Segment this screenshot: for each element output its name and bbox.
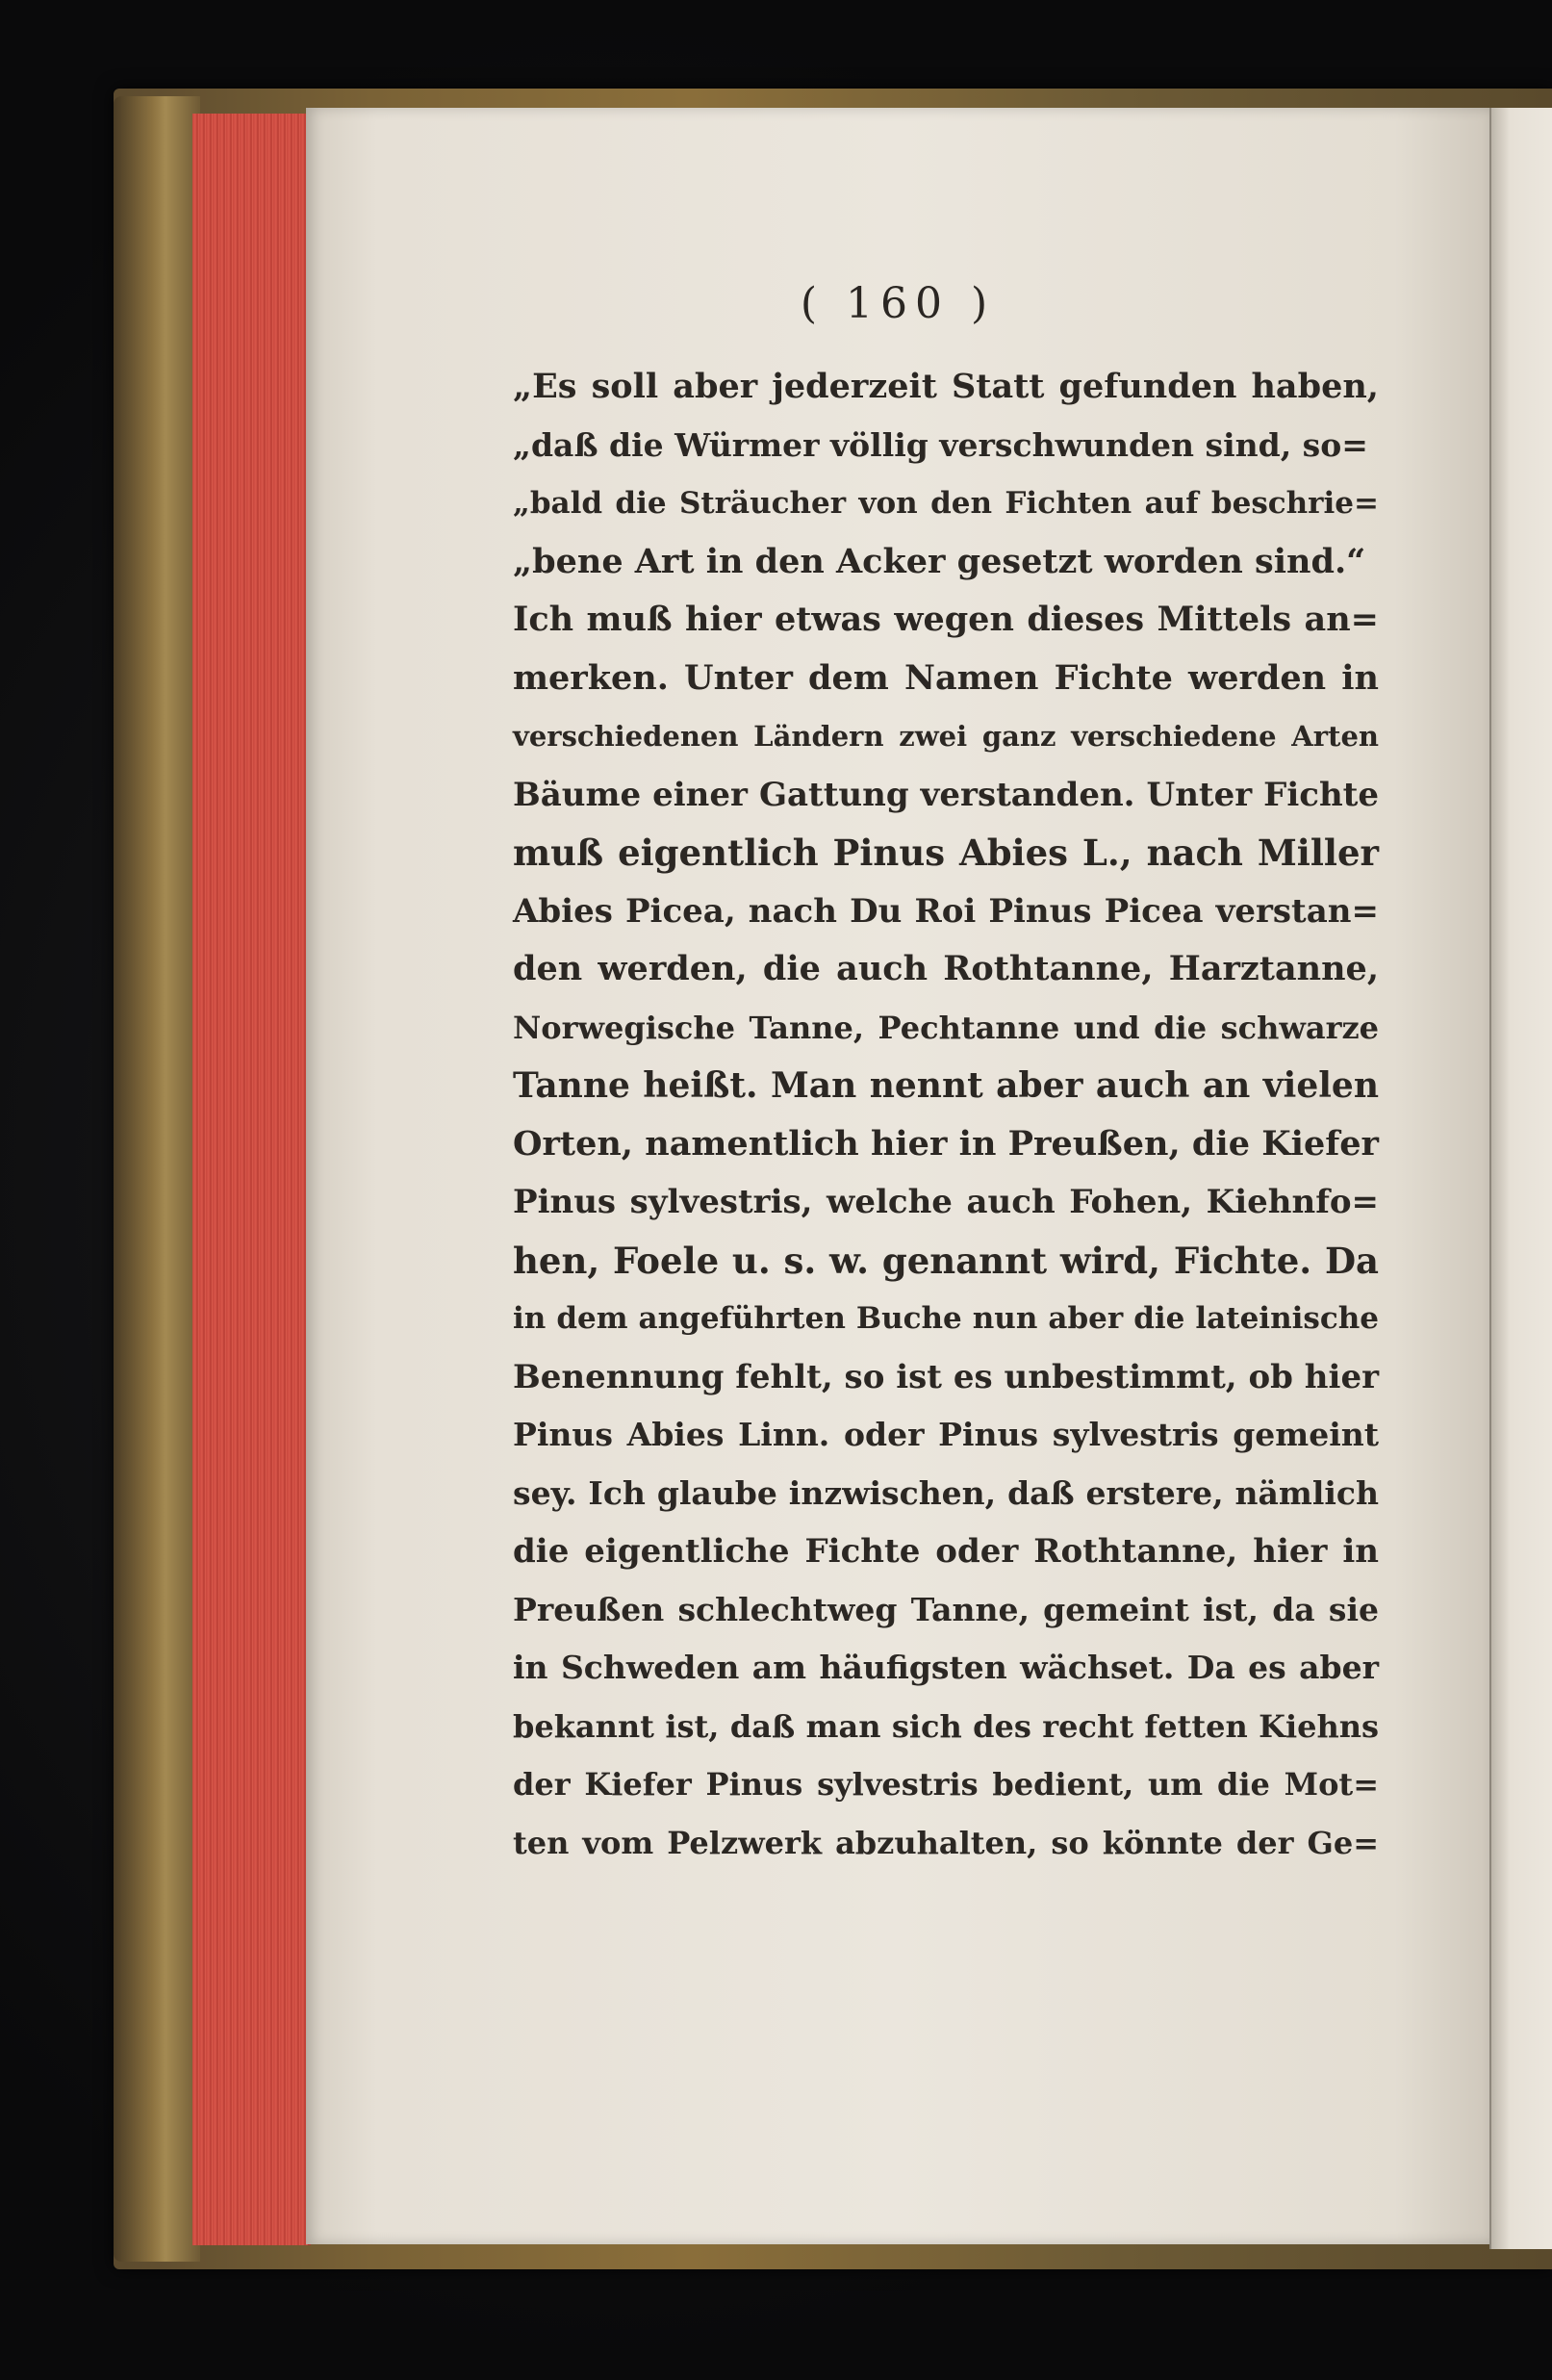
text-line: „bald die Sträucher von den Fichten auf beschrie= — [513, 486, 1379, 521]
text-line: „daß die Würmer völlig verschwunden sind, so= — [513, 425, 1368, 464]
text-line: hen, Foele u. s. w. genannt wird, Fichte. Da — [513, 1239, 1379, 1282]
page-number: ( 160 ) — [800, 279, 996, 328]
book-spine — [114, 96, 200, 2262]
text-line: bekannt ist, daß man sich des recht fetten Kiehns — [513, 1707, 1379, 1745]
text-line: muß eigentlich Pinus Abies L., nach Miller — [513, 832, 1379, 874]
red-page-edges — [192, 114, 311, 2245]
page-body — [513, 358, 1379, 1872]
text-line: ten vom Pelzwerk abzuhalten, so könnte der Ge= — [513, 1824, 1379, 1861]
text-line: der Kiefer Pinus sylvestris bedient, um die Mot= — [513, 1766, 1379, 1803]
text-line: Pinus Abies Linn. oder Pinus sylvestris gemeint — [513, 1416, 1379, 1453]
text-line: Abies Picea, nach Du Roi Pinus Picea verstan= — [513, 891, 1379, 931]
text-line: Orten, namentlich hier in Preußen, die Kiefer — [513, 1123, 1379, 1164]
text-line: „Es soll aber jederzeit Statt gefunden haben, — [513, 367, 1379, 406]
text-line: in Schweden am häufigsten wächset. Da es aber — [513, 1649, 1379, 1686]
text-line: „bene Art in den Acker gesetzt worden sind.“ — [513, 541, 1366, 581]
text-line: verschiedenen Ländern zwei ganz verschiedene Arten — [513, 720, 1379, 753]
text-line: in dem angeführten Buche nun aber die lateinische — [513, 1301, 1379, 1336]
text-line: Pinus sylvestris, welche auch Fohen, Kiehnfo= — [513, 1183, 1379, 1221]
text-line: Preußen schlechtweg Tanne, gemeint ist, da sie — [513, 1590, 1379, 1628]
text-line: Bäume einer Gattung verstanden. Unter Fichte — [513, 775, 1379, 814]
text-line: merken. Unter dem Namen Fichte werden in — [513, 657, 1379, 698]
text-line: die eigentliche Fichte oder Rothtanne, hier in — [513, 1532, 1379, 1571]
text-line: Ich muß hier etwas wegen dieses Mittels an= — [513, 600, 1379, 639]
text-line: sey. Ich glaube inzwischen, daß erstere, nämlich — [513, 1473, 1379, 1512]
text-line: Norwegische Tanne, Pechtanne und die schwarze — [513, 1009, 1379, 1046]
facing-page-edge — [1489, 108, 1552, 2249]
text-line: Tanne heißt. Man nennt aber auch an vielen — [513, 1065, 1379, 1106]
text-line: Benennung fehlt, so ist es unbestimmt, ob hier — [513, 1357, 1379, 1396]
text-line: den werden, die auch Rothtanne, Harztanne, — [513, 949, 1379, 988]
